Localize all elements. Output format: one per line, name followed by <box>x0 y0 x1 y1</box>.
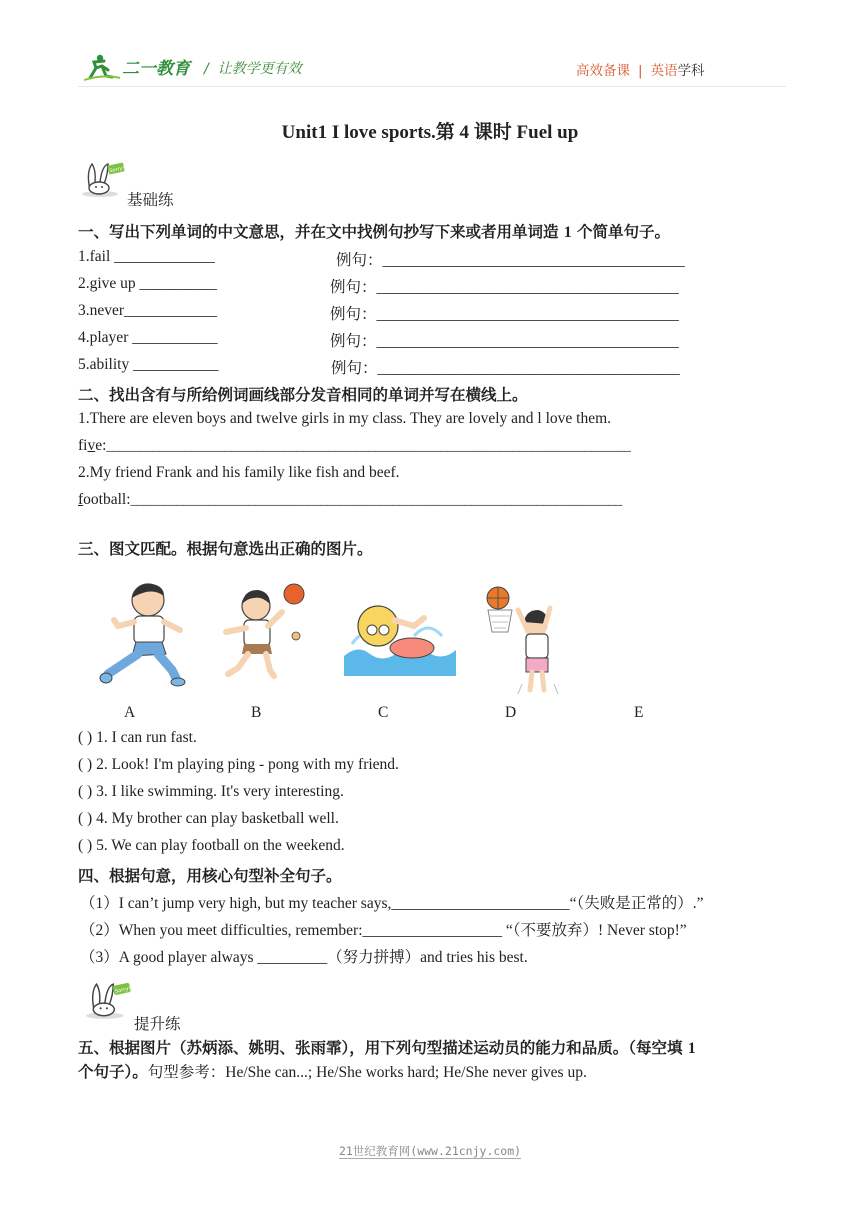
picture-a-running-boy <box>96 578 192 688</box>
footer-source: 21世纪教育网(www.21cnjy.com) <box>338 1144 522 1158</box>
section5-pattern: 个句子）。句型参考：He/She can...; He/She works hard; He/She never gives up. <box>78 1063 587 1081</box>
picture-label-e: E <box>634 704 644 721</box>
example-item-3: 例句：_______________________________________ <box>330 305 679 323</box>
section2-sentence-2: 2.My friend Frank and his family like fish and beef. <box>78 464 400 481</box>
picture-label-d: D <box>505 704 517 721</box>
complete-item-3: （3）A good player always _________（努力拼搏）and tries his best. <box>80 949 528 966</box>
runner-icon <box>84 55 120 80</box>
word-item-2: 2.give up __________ <box>78 275 218 292</box>
word-item-1: 1.fail _____________ <box>78 248 215 265</box>
picture-b-pingpong-boy <box>208 582 314 682</box>
rabbit-badge-icon <box>80 980 136 1022</box>
match-item-5: ( ) 5. We can play football on the weekend. <box>78 837 345 854</box>
match-item-4: ( ) 4. My brother can play basketball well. <box>78 810 339 827</box>
badge-basic-label: 基础练 <box>127 191 174 209</box>
picture-c-swimmer <box>344 596 456 676</box>
picture-label-b: B <box>251 704 262 721</box>
picture-label-a: A <box>124 704 136 721</box>
match-item-1: ( ) 1. I can run fast. <box>78 729 197 746</box>
section3-heading: 三、图文匹配。根据句意选出正确的图片。 <box>78 540 373 558</box>
example-item-2: 例句：_______________________________________ <box>330 278 679 296</box>
section2-heading: 二、找出含有与所给例词画线部分发音相同的单词并写在横线上。 <box>78 386 528 404</box>
badge-advanced-label: 提升练 <box>134 1015 181 1033</box>
svg-text:Sorry!: Sorry! <box>108 165 126 175</box>
section2-sentence-1: 1.There are eleven boys and twelve girls in my class. They are lovely and l love them. <box>78 410 612 427</box>
header-slogan: / 让教学更有效 <box>204 61 302 77</box>
svg-text:Sorry!: Sorry! <box>114 985 132 995</box>
complete-item-1: （1）I can’t jump very high, but my teacher says,_______________________“（失败是正常的）.” <box>80 895 704 912</box>
header-subject: 高效备课 | 英语学科 <box>576 63 705 79</box>
complete-item-2: （2）When you meet difficulties, remember:__________________ “（不要放弃）! Never stop!” <box>80 922 687 939</box>
header-divider <box>78 86 786 87</box>
picture-d-basketball-girl <box>478 580 568 700</box>
brand-logo <box>84 52 194 82</box>
match-item-3: ( ) 3. I like swimming. It's very interesting. <box>78 783 344 800</box>
section4-heading: 四、根据句意，用核心句型补全句子。 <box>78 867 342 885</box>
brand-name: 二一教育 <box>122 59 190 79</box>
page-title: Unit1 I love sports.第 4 课时 Fuel up <box>281 122 579 143</box>
rabbit-badge-icon <box>78 160 128 200</box>
section2-word-2: football:___________________________________________________________________________ <box>78 491 622 508</box>
word-item-4: 4.player ___________ <box>78 329 218 346</box>
example-item-4: 例句：_______________________________________ <box>330 332 679 350</box>
section1-heading: 一、写出下列单词的中文意思，并在文中找例句抄写下来或者用单词造 1 个简单句子。 <box>78 223 671 241</box>
section2-word-1: five:________________________________________________________________________________ <box>78 437 631 454</box>
section5-heading: 五、根据图片（苏炳添、姚明、张雨霏），用下列句型描述运动员的能力和品质。（每空填 1 <box>78 1039 696 1057</box>
example-item-1: 例句：_______________________________________ <box>336 251 685 269</box>
word-item-5: 5.ability ___________ <box>78 356 219 373</box>
picture-label-c: C <box>378 704 389 721</box>
match-item-2: ( ) 2. Look! I'm playing ping - pong with my friend. <box>78 756 399 773</box>
word-item-3: 3.never____________ <box>78 302 218 319</box>
example-item-5: 例句：_______________________________________ <box>331 359 680 377</box>
